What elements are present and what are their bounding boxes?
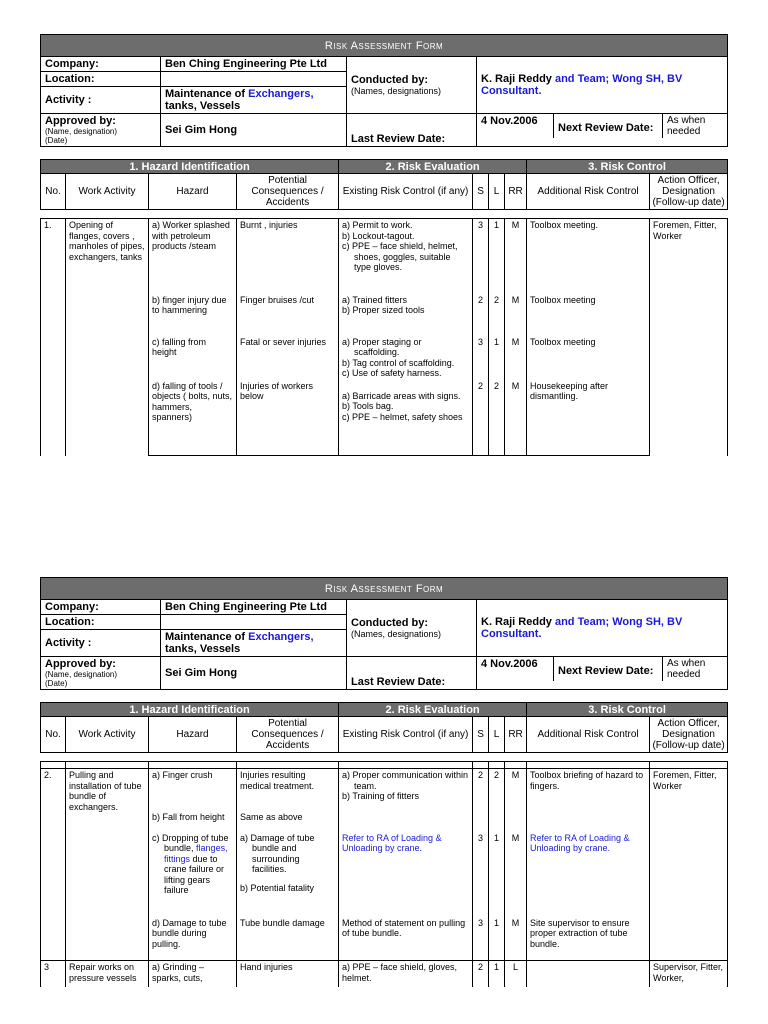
col-action-officer: Action Officer, Designation (Follow-up date) xyxy=(650,174,728,210)
column-headers xyxy=(40,702,728,753)
hazard: b) Fall from height xyxy=(149,811,237,832)
company-label: Company: xyxy=(41,600,161,615)
next-review-label: Next Review Date: xyxy=(554,657,663,681)
activity-label: Activity : xyxy=(41,630,161,657)
last-review-label: Last Review Date: xyxy=(347,114,477,147)
consequence: Injuries of workers below xyxy=(237,380,339,456)
consequence: Same as above xyxy=(237,811,339,832)
item-no: 1. xyxy=(41,219,66,456)
severity: 3 xyxy=(473,219,489,294)
work-activity: Opening of flanges, covers , manholes of pipes, exchangers, tanks xyxy=(66,219,149,456)
additional-control: Toolbox meeting xyxy=(527,336,650,380)
hazard: b) finger injury due to hammering xyxy=(149,294,237,336)
likelihood: 1 xyxy=(489,336,505,380)
form-sheet-1 xyxy=(40,34,727,456)
additional-control: Toolbox briefing of hazard to fingers. xyxy=(527,769,650,811)
section-risk-control: 3. Risk Control xyxy=(527,160,728,174)
col-s: S xyxy=(473,717,489,753)
risk-rating: M xyxy=(505,380,527,456)
severity: 2 xyxy=(473,294,489,336)
conducted-cell xyxy=(347,600,477,657)
severity: 2 xyxy=(473,380,489,456)
consequence: Tube bundle damage xyxy=(237,917,339,961)
risk-table-2 xyxy=(40,761,728,987)
existing-control: a) Trained fitters b) Proper sized tools xyxy=(339,294,473,336)
risk-table-1 xyxy=(40,218,728,456)
item-no: 3 xyxy=(41,961,66,987)
additional-control: Toolbox meeting xyxy=(527,294,650,336)
section-risk-evaluation: 2. Risk Evaluation xyxy=(339,160,527,174)
col-existing-control: Existing Risk Control (if any) xyxy=(339,174,473,210)
company-label: Company: xyxy=(41,57,161,72)
conducted-cell xyxy=(347,57,477,114)
additional-control: Housekeeping after dismantling. xyxy=(527,380,650,456)
last-review-value: 4 Nov.2006 xyxy=(477,657,554,681)
risk-rating: M xyxy=(505,832,527,917)
col-consequences: Potential Consequences / Accidents xyxy=(237,174,339,210)
action-officer: Foremen, Fitter, Worker xyxy=(650,219,728,456)
risk-rating: M xyxy=(505,917,527,961)
risk-rating: M xyxy=(505,769,527,811)
col-l: L xyxy=(489,174,505,210)
existing-control: Refer to RA of Loading & Unloading by crane. xyxy=(339,832,473,917)
section-risk-evaluation: 2. Risk Evaluation xyxy=(339,703,527,717)
consequence: Injuries resulting medical treatment. xyxy=(237,769,339,811)
existing-control: a) Proper staging or scaffolding. b) Tag control of scaffolding. c) Use of safety harness. xyxy=(339,336,473,380)
conducted-sub: (Names, designations) xyxy=(351,629,442,639)
likelihood: 1 xyxy=(489,219,505,294)
risk-rating: L xyxy=(505,961,527,987)
activity-value: Maintenance of Exchangers, tanks, Vessels xyxy=(161,630,347,657)
consequence: Hand injuries xyxy=(237,961,339,987)
existing-control: a) Permit to work. b) Lockout-tagout. c) PPE – face shield, helmet, shoes, goggles, suitable type gloves. xyxy=(339,219,473,294)
next-review-value: As when needed xyxy=(667,658,706,680)
severity: 3 xyxy=(473,832,489,917)
hazard: d) falling of tools / objects ( bolts, nuts, hammers, spanners) xyxy=(149,380,237,456)
action-officer: Supervisor, Fitter, Worker, xyxy=(650,961,728,987)
existing-control: a) Barricade areas with signs. b) Tools bag. c) PPE – helmet, safety shoes xyxy=(339,380,473,456)
severity: 2 xyxy=(473,961,489,987)
likelihood: 2 xyxy=(489,380,505,456)
col-rr: RR xyxy=(505,174,527,210)
form-title: Risk Assessment Form xyxy=(41,578,728,600)
company-value: Ben Ching Engineering Pte Ltd xyxy=(161,600,347,615)
next-review-label: Next Review Date: xyxy=(554,114,663,138)
col-rr: RR xyxy=(505,717,527,753)
hazard: a) Grinding – sparks, cuts, xyxy=(149,961,237,987)
likelihood: 1 xyxy=(489,832,505,917)
hazard: c) falling from height xyxy=(149,336,237,380)
location-value xyxy=(161,615,347,630)
col-l: L xyxy=(489,717,505,753)
form-header xyxy=(40,577,728,690)
col-work-activity: Work Activity xyxy=(66,717,149,753)
col-action-officer: Action Officer, Designation (Follow-up date) xyxy=(650,717,728,753)
location-label: Location: xyxy=(41,615,161,630)
hazard: d) Damage to tube bundle during pulling. xyxy=(149,917,237,961)
risk-rating: M xyxy=(505,336,527,380)
item-no: 2. xyxy=(41,769,66,961)
likelihood: 1 xyxy=(489,961,505,987)
consequence: a) Damage of tube bundle and surrounding facilities. b) Potential fatality xyxy=(237,832,339,917)
approved-value: Sei Gim Hong xyxy=(161,114,347,147)
work-activity: Repair works on pressure vessels xyxy=(66,961,149,987)
next-review-value: As when needed xyxy=(667,115,706,137)
form-title: Risk Assessment Form xyxy=(41,35,728,57)
col-existing-control: Existing Risk Control (if any) xyxy=(339,717,473,753)
additional-control: Site supervisor to ensure proper extraction of tube bundle. xyxy=(527,917,650,961)
col-hazard: Hazard xyxy=(149,174,237,210)
section-risk-control: 3. Risk Control xyxy=(527,703,728,717)
column-headers xyxy=(40,159,728,210)
conducted-label: Conducted by: xyxy=(351,617,428,629)
risk-rating: M xyxy=(505,294,527,336)
col-s: S xyxy=(473,174,489,210)
col-no: No. xyxy=(41,174,66,210)
activity-value: Maintenance of Exchangers, tanks, Vessels xyxy=(161,87,347,114)
likelihood: 2 xyxy=(489,769,505,811)
col-additional-control: Additional Risk Control xyxy=(527,717,650,753)
section-hazard-identification: 1. Hazard Identification xyxy=(41,160,339,174)
last-review-value: 4 Nov.2006 xyxy=(477,114,554,138)
work-activity: Pulling and installation of tube bundle of exchangers. xyxy=(66,769,149,961)
approved-cell: Approved by: (Name, designation) (Date) xyxy=(41,114,161,147)
location-value xyxy=(161,72,347,87)
consequence: Burnt , injuries xyxy=(237,219,339,294)
hazard: c) Dropping of tube bundle, flanges, fittings due to crane failure or lifting gears failure xyxy=(149,832,237,917)
col-additional-control: Additional Risk Control xyxy=(527,174,650,210)
col-consequences: Potential Consequences / Accidents xyxy=(237,717,339,753)
approved-value: Sei Gim Hong xyxy=(161,657,347,690)
existing-control: a) Proper communication within team. b) Training of fitters xyxy=(339,769,473,811)
likelihood: 2 xyxy=(489,294,505,336)
col-work-activity: Work Activity xyxy=(66,174,149,210)
conducted-value: K. Raji Reddy and Team; Wong SH, BV Consultant. xyxy=(477,600,728,657)
severity: 3 xyxy=(473,917,489,961)
existing-control: a) PPE – face shield, gloves, helmet. xyxy=(339,961,473,987)
severity: 2 xyxy=(473,769,489,811)
hazard: a) Worker splashed with petroleum products /steam xyxy=(149,219,237,294)
company-value: Ben Ching Engineering Pte Ltd xyxy=(161,57,347,72)
col-no: No. xyxy=(41,717,66,753)
additional-control xyxy=(527,961,650,987)
conducted-value: K. Raji Reddy and Team; Wong SH, BV Consultant. xyxy=(477,57,728,114)
approved-cell: Approved by: (Name, designation) (Date) xyxy=(41,657,161,690)
action-officer: Foremen, Fitter, Worker xyxy=(650,769,728,961)
additional-control: Toolbox meeting. xyxy=(527,219,650,294)
form-header xyxy=(40,34,728,147)
col-hazard: Hazard xyxy=(149,717,237,753)
section-hazard-identification: 1. Hazard Identification xyxy=(41,703,339,717)
conducted-label: Conducted by: xyxy=(351,74,428,86)
consequence: Finger bruises /cut xyxy=(237,294,339,336)
likelihood: 1 xyxy=(489,917,505,961)
activity-label: Activity : xyxy=(41,87,161,114)
additional-control: Refer to RA of Loading & Unloading by crane. xyxy=(527,832,650,917)
severity: 3 xyxy=(473,336,489,380)
existing-control: Method of statement on pulling of tube bundle. xyxy=(339,917,473,961)
location-label: Location: xyxy=(41,72,161,87)
form-sheet-2 xyxy=(40,577,727,987)
risk-rating: M xyxy=(505,219,527,294)
last-review-label: Last Review Date: xyxy=(347,657,477,690)
hazard: a) Finger crush xyxy=(149,769,237,811)
consequence: Fatal or sever injuries xyxy=(237,336,339,380)
conducted-sub: (Names, designations) xyxy=(351,86,442,96)
